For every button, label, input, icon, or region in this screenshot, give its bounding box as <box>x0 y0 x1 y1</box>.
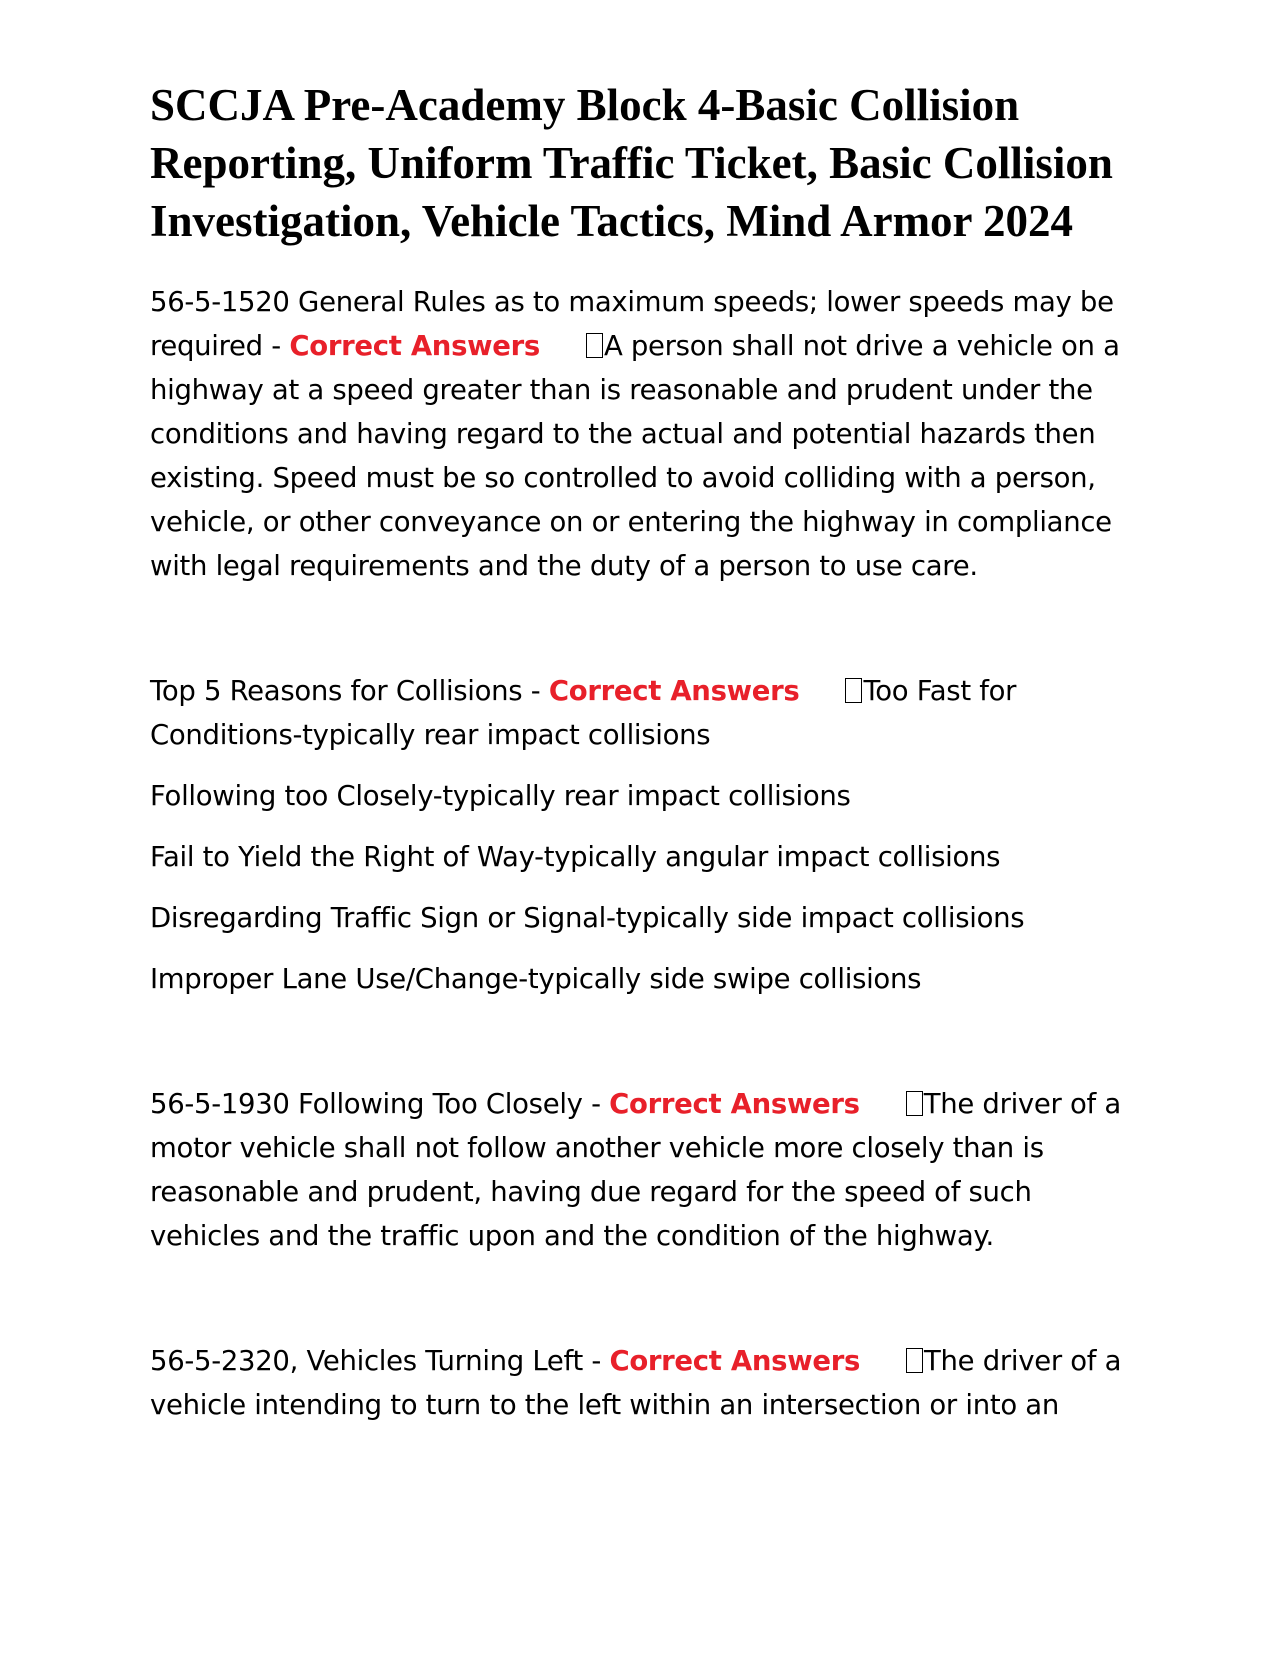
qa-paragraph <box>150 669 1130 757</box>
qa-entry <box>150 280 1130 588</box>
checkbox-icon <box>845 678 862 703</box>
question-text: 56-5-2320, Vehicles Turning Left - <box>150 1345 610 1377</box>
qa-entry <box>150 1339 1130 1427</box>
qa-paragraph <box>150 1339 1130 1427</box>
entry-spacer <box>150 1001 1130 1082</box>
qa-paragraph <box>150 280 1130 588</box>
document-body <box>150 76 1130 1427</box>
question-text: 56-5-1930 Following Too Closely - <box>150 1088 610 1120</box>
answer-line: Disregarding Traffic Sign or Signal-typically side impact collisions <box>150 902 1025 934</box>
document-title: SCCJA Pre-Academy Block 4-Basic Collision Reporting, Uniform Traffic Ticket, Basic Collision Investigation, Vehicle Tactics, Mind Armor 2024 <box>150 80 1113 246</box>
qa-entry <box>150 669 1130 1001</box>
checkbox-icon <box>906 1091 923 1116</box>
entry-spacer <box>150 1258 1130 1339</box>
correct-answers-label: Correct Answers <box>609 1088 860 1120</box>
question-text: 56-5-1520 General Rules as to maximum speeds; lower speeds may be required - <box>150 286 1114 362</box>
entry-spacer <box>150 588 1130 669</box>
correct-answers-label: Correct Answers <box>289 330 540 362</box>
answer-line: Following too Closely-typically rear impact collisions <box>150 780 851 812</box>
qa-paragraph <box>150 1082 1130 1258</box>
answer-line: Fail to Yield the Right of Way-typically angular impact collisions <box>150 841 1001 873</box>
qa-entry <box>150 1082 1130 1258</box>
answer-text: A person shall not drive a vehicle on a highway at a speed greater than is reasonable and prudent under the conditions and having regard to the actual and potential hazards then existing. Speed must be so controlled to avoid colliding with a person, vehicle, or other conveyance on or entering the highway in compliance with legal requirements and the duty of a person to use care. <box>150 330 1120 582</box>
checkbox-icon <box>586 333 603 358</box>
checkbox-icon <box>906 1348 923 1373</box>
correct-answers-label: Correct Answers <box>548 675 800 707</box>
answer-text: Too Fast for Conditions-typically rear impact collisions <box>150 675 1017 751</box>
correct-answers-label: Correct Answers <box>609 1345 861 1377</box>
question-text: Top 5 Reasons for Collisions - <box>150 675 549 707</box>
answer-text: The driver of a motor vehicle shall not follow another vehicle more closely than is reasonable and prudent, having due regard for the speed of such vehicles and the traffic upon and the condition of the highway. <box>150 1088 1121 1252</box>
answer-line: Improper Lane Use/Change-typically side swipe collisions <box>150 963 922 995</box>
answer-text: The driver of a vehicle intending to turn to the left within an intersection or into an <box>150 1345 1122 1421</box>
